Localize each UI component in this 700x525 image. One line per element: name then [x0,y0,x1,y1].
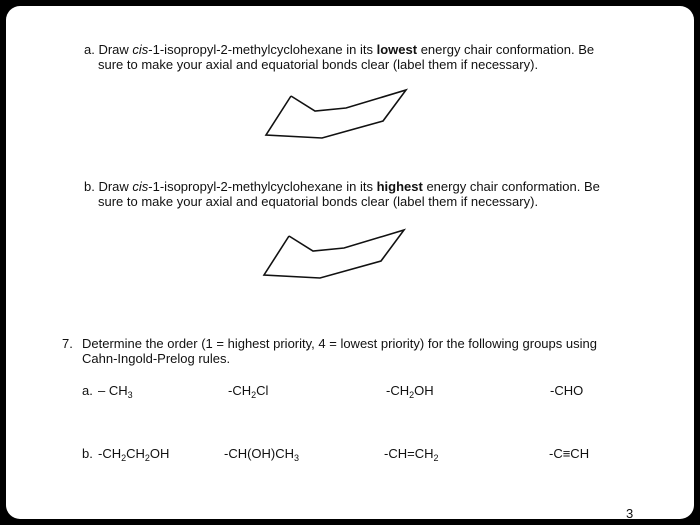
q6b-rest: energy chair conformation. Be [422,179,600,194]
row-b-group-1: $-CH_2CH_2OH$ [98,446,170,463]
q6b-prefix: b. Draw [84,179,133,194]
row-a-label: a. [82,383,93,398]
q6b-emphasis: highest [376,179,423,194]
question-7-line2: Cahn-Ingold-Prelog rules. [82,351,231,366]
row-b-group-3: $-CH=CH_2$ [384,446,439,463]
question-7-line1: Determine the order (1 = highest priority, 4 = lowest priority) for the following groups using [82,336,597,351]
question-7-number: 7. [62,336,73,351]
row-a-group-1: – $CH_3$ [98,383,133,400]
q6b-cis: cis [132,179,149,194]
chair-drawing-a [262,86,412,146]
worksheet-page [6,6,694,519]
row-a-group-3: $-CH_2OH$ [386,383,434,400]
question-6a-line1 [84,42,594,58]
q6b-compound: -1-isopropyl-2-methylcyclohexane in its [148,179,377,194]
q6a-rest: energy chair conformation. Be [417,42,595,57]
question-6a-line2: sure to make your axial and equatorial bonds clear (label them if necessary). [98,57,539,72]
chair-ring-b [264,230,404,278]
question-6b-line2: sure to make your axial and equatorial bonds clear (label them if necessary). [98,194,539,209]
q6a-prefix: a. Draw [84,42,133,57]
row-a-group-2: $-CH_2Cl$ [228,383,269,400]
row-a-group-4: -CHO [550,383,584,398]
question-6b-line1 [84,179,600,195]
row-b-group-2: $-CH(OH)CH_3$ [224,446,300,463]
q6a-emphasis: lowest [376,42,418,57]
row-b-group-4: -C≡CH [549,446,590,461]
row-b-label: b. [82,446,93,461]
chair-drawing-b [260,226,410,286]
q6a-cis: cis [132,42,149,57]
q6a-compound: -1-isopropyl-2-methylcyclohexane in its [148,42,377,57]
chair-ring-a [266,90,406,138]
page-number: 3 [626,506,634,519]
